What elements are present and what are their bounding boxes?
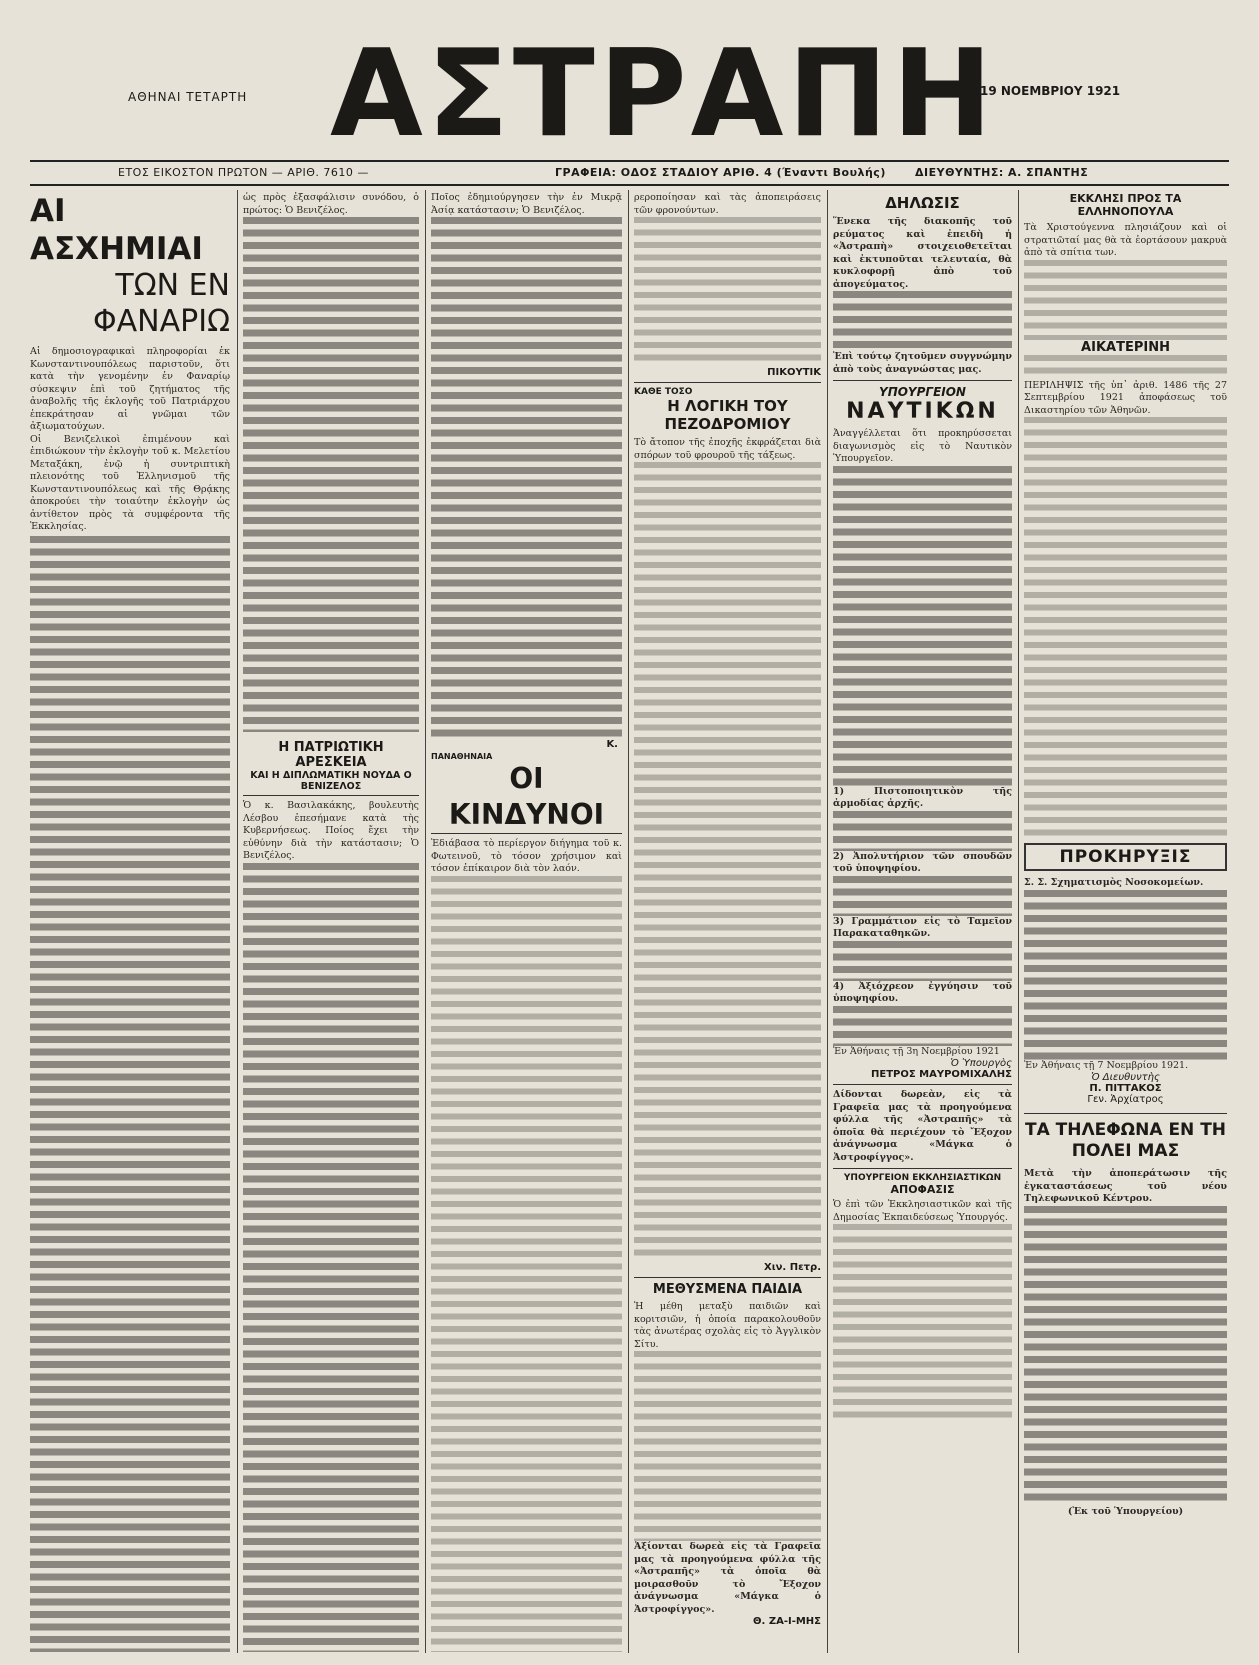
article-headline: ΟΙ ΚΙΝΔΥΝΟΙ xyxy=(431,761,622,834)
article-body-text xyxy=(1024,260,1227,340)
proclamation-box xyxy=(1024,843,1227,871)
divider xyxy=(634,382,821,383)
author-signature: ΠΙΚΟΥΤΙΚ xyxy=(767,367,821,378)
year-issue-info: ΕΤΟΣ ΕΙΚΟΣΤΟΝ ΠΡΩΤΟΝ — ΑΡΙΘ. 7610 — xyxy=(118,166,369,179)
signature-title: Ὁ Διευθυντὴς xyxy=(1091,1072,1160,1083)
declaration-text: Ἕνεκα τῆς διακοπῆς τοῦ ρεύματος καὶ ἐπειδὴ ἡ «Ἀστραπὴ» στοιχειοθετεῖται καὶ ἐκτυποῦται τελευταία, θὰ κυκλοφορῇ ἀπὸ τοῦ ἀπογεύματος. xyxy=(833,216,1012,290)
article-paragraph: Μετὰ τὴν ἀποπεράτωσιν τῆς ἐγκαταστάσεως τοῦ νέου Τηλεφωνικοῦ Κέντρου. xyxy=(1024,1168,1227,1204)
author-signature: Χιν. Πετρ. xyxy=(764,1262,821,1273)
article-body-text xyxy=(833,466,1012,786)
article-body-text xyxy=(833,941,1012,981)
director-info: ΔΙΕΥΘΥΝΤΗΣ: Α. ΣΠΑΝΤΗΣ xyxy=(915,166,1089,179)
article-paragraph: ρεροποίησαν καὶ τὰς ἀποπειράσεις τῶν φρονούντων. xyxy=(634,192,821,216)
masthead-rule-top xyxy=(30,160,1229,162)
author-signature: ΑΙΚΑΤΕΡΙΝΗ xyxy=(1081,339,1170,355)
article-paragraph: Ἡ μέθη μεταξὺ παιδιῶν καὶ κοριτσιῶν, ἡ ὁποία παρακολουθοῦν τὰς ἀνωτέρας σχολὰς εἰς τὸ Ἀγγλικὸν Σίτυ. xyxy=(634,1301,821,1350)
article-body-text xyxy=(431,876,622,1653)
section-kicker: ΥΠΟΥΡΓΕΙΟΝ ΕΚΚΛΗΣΙΑΣΤΙΚΩΝ xyxy=(843,1173,1002,1183)
issue-date: 19 ΝΟΕΜΒΡΙΟΥ 1921 xyxy=(980,84,1121,98)
column-3 xyxy=(431,192,622,1652)
divider xyxy=(1024,1113,1227,1114)
offices-info: ΓΡΑΦΕΙΑ: ΟΔΟΣ ΣΤΑΔΙΟΥ ΑΡΙΘ. 4 (Έναντι Βουλής) xyxy=(555,166,886,179)
article-body-text xyxy=(833,291,1012,351)
column-5 xyxy=(833,192,1012,1652)
divider xyxy=(833,380,1012,381)
article-body-text xyxy=(243,217,419,732)
column-separator xyxy=(827,190,828,1653)
article-paragraph: Οἱ Βενιζελικοὶ ἐπιμένουν καὶ ἐπιδιώκουν τὴν ἐκλογὴν τοῦ κ. Μελετίου Μεταξάκη, ἐνῷ ἡ συντριπτικὴ πλειονότης τοῦ Ἑλληνισμοῦ τῆς Κωνσταντινουπόλεως καὶ τῆς Θρᾴκης ἀποκρούει τὴν τοιαύτην ἐκλογὴν ὡς ἀντίθετον πρὸς τὰ συμφέροντα τῆς Ἐκκλησίας. xyxy=(30,433,230,532)
article-body-text xyxy=(634,217,821,367)
article-headline: ΕΚΚΛΗΣΙ ΠΡΟΣ ΤΑ ΕΛΛΗΝΟΠΟΥΛΑ xyxy=(1069,192,1182,218)
article-body-text xyxy=(1024,890,1227,1060)
notice-text: Ἀξίονται δωρεὰ εἰς τὰ Γραφεῖα μας τὰ προηγούμενα φύλλα τῆς «Ἀστραπῆς» τὰ ὁποῖα θὰ μοιρασθοῦν τὸ Ἔξοχον ἀνάγνωσμα «Μάγκα ὁ Ἀστροφίγγος». xyxy=(634,1541,821,1615)
article-headline: ΤΑ ΤΗΛΕΦΩΝΑ ΕΝ ΤΗ ΠΟΛΕΙ ΜΑΣ xyxy=(1024,1120,1227,1161)
requirement-item: 2) Ἀπολυτήριον τῶν σπουδῶν τοῦ ὑποψηφίου. xyxy=(833,850,1012,874)
article-headline: ΜΕΘΥΣΜΕΝΑ ΠΑΙΔΙΑ xyxy=(652,1282,803,1297)
column-separator xyxy=(237,190,238,1653)
article-paragraph: Ἀναγγέλλεται ὅτι προκηρύσσεται διαγωνισμὸς εἰς τὸ Ναυτικὸν Ὑπουργεῖον. xyxy=(833,428,1012,464)
article-paragraph: Τὸ ἄτοπον τῆς ἐποχῆς ἐκφράζεται διὰ σπόρων τοῦ φρουροῦ τῆς τάξεως. xyxy=(634,437,821,461)
article-paragraph: Ὁ ἐπὶ τῶν Ἐκκλησιαστικῶν καὶ τῆς Δημοσίας Ἐκπαιδεύσεως Ὑπουργός. xyxy=(833,1199,1012,1223)
column-1 xyxy=(30,192,230,1652)
minister-signature: ΠΕΤΡΟΣ ΜΑΥΡΟΜΙΧΑΛΗΣ xyxy=(871,1069,1012,1080)
column-separator xyxy=(1018,190,1019,1653)
column-separator xyxy=(628,190,629,1653)
article-paragraph: Σ. Σ. Σχηματισμὸς Νοσοκομείων. xyxy=(1024,877,1204,888)
signature-title: Ὁ Ὑπουργὸς xyxy=(950,1058,1012,1069)
article-paragraph: Ἐδιάβασα τὸ περίεργον διήγημα τοῦ κ. Φωτεινοῦ, τὸ τόσον χρήσιμον καὶ τόσον ἐπίκαιρον διὰ τὸν λαόν. xyxy=(431,838,622,874)
declaration-text: Ἐπὶ τούτῳ ζητοῦμεν συγγνώμην ἀπὸ τοὺς ἀναγνώστας μας. xyxy=(833,351,1012,375)
article-headline: ΝΑΥΤΙΚΩΝ xyxy=(846,399,999,424)
divider xyxy=(833,1168,1012,1169)
column-4 xyxy=(634,192,821,1652)
article-body-text xyxy=(1024,355,1227,380)
notice-text: Δίδονται δωρεὰν, εἰς τὰ Γραφεῖα μας τὰ προηγούμενα φύλλα τῆς «Ἀστραπῆς» τὰ ὁποῖα θὰ περιέχουν τὸ Ἔξοχον ἀνάγνωσμα «Μάγκα ὁ Ἀστροφίγγος». xyxy=(833,1089,1012,1163)
newspaper-title: ΑΣΤΡΑΠΗ xyxy=(330,25,997,164)
article-body-text xyxy=(30,536,230,1653)
dateline: Ἐν Ἀθήναις τῇ 7 Νοεμβρίου 1921. xyxy=(1024,1059,1189,1071)
article-body-text xyxy=(634,462,821,1262)
column-6 xyxy=(1024,192,1227,1652)
article-paragraph: Ποῖος ἐδημιούργησεν τὴν ἐν Μικρᾷ Ἀσίᾳ κατάστασιν; Ὁ Βενιζέλος. xyxy=(431,192,622,216)
requirement-item: 1) Πιστοποιητικὸν τῆς ἀρμοδίας ἀρχῆς. xyxy=(833,785,1012,809)
divider xyxy=(833,1084,1012,1085)
article-subheadline: ΚΑΙ Η ΔΙΠΛΩΜΑΤΙΚΗ ΝΟΥΔΑ Ο ΒΕΝΙΖΕΛΟΣ xyxy=(243,770,419,796)
article-body-text xyxy=(833,1006,1012,1046)
section-kicker: ΥΠΟΥΡΓΕΙΟΝ xyxy=(879,385,966,399)
requirement-item: 4) Ἀξιόχρεον ἐγγύησιν τοῦ ὑποψηφίου. xyxy=(833,980,1012,1004)
article-paragraph: Τὰ Χριστούγεννα πλησιάζουν καὶ οἱ στρατιῶταί μας θὰ τὰ ἑορτάσουν μακρυὰ ἀπὸ τὰ σπίτια των. xyxy=(1024,222,1227,258)
city-day-label: ΑΘΗΝΑΙ ΤΕΤΑΡΤΗ xyxy=(128,90,248,104)
requirement-item: 3) Γραμμάτιον εἰς τὸ Ταμεῖον Παρακαταθηκῶν. xyxy=(833,915,1012,939)
signature-rank: Γεν. Ἀρχίατρος xyxy=(1087,1094,1164,1105)
director-signature: Π. ΠΙΤΤΑΚΟΣ xyxy=(1089,1083,1162,1094)
article-headline: ΠΡΟΚΗΡΥΞΙΣ xyxy=(1059,847,1192,867)
article-paragraph: Ὁ κ. Βασιλακάκης, βουλευτὴς Λέσβου ἐπεσήμανε κατὰ τὴς Κυβερνήσεως. Ποίος ἔχει τὴν εὐθύνην διὰ τὴν κατάστασιν; Ὁ Βενιζέλος. xyxy=(243,800,419,861)
author-signature: Θ. ΖΑ-Ι-ΜΗΣ xyxy=(753,1616,821,1627)
article-signature: Κ. xyxy=(606,739,618,750)
article-headline: Η ΠΑΤΡΙΩΤΙΚΗ ΑΡΕΣΚΕΙΑ xyxy=(278,740,384,770)
headline-line-1: ΑΙ ΑΣΧΗΜΙΑΙ xyxy=(30,193,203,267)
article-headline: ΑΠΟΦΑΣΙΣ xyxy=(890,1183,955,1196)
article-body-text xyxy=(833,876,1012,916)
article-body-text xyxy=(833,811,1012,851)
article-paragraph: Αἱ δημοσιογραφικαὶ πληροφορίαι ἐκ Κωνσταντινουπόλεως παριστοῦν, ὅτι κατὰ τὴν γενομένην ἐν Φαναρίῳ σύσκεψιν ἐπὶ τοῦ ζητήματος τῆς ἀναβολῆς τῆς ἐκλογῆς τοῦ Πατριάρχου ἐπεκράτησαν αἱ γνῶμαι τῶν ἀξιωματούχων. xyxy=(30,346,230,432)
article-body-text xyxy=(243,863,419,1653)
article-body-text xyxy=(833,1224,1012,1424)
article-body-text xyxy=(634,1351,821,1541)
column-separator xyxy=(425,190,426,1653)
masthead-rule-bottom xyxy=(30,184,1229,186)
headline-line-2: ΤΩΝ ΕΝ ΦΑΝΑΡΙΩ xyxy=(93,268,230,339)
article-body-text xyxy=(1024,417,1227,837)
divider xyxy=(634,1277,821,1278)
dateline: Ἐν Ἀθήναις τῇ 3η Νοεμβρίου 1921 xyxy=(833,1045,1000,1057)
article-source: (Ἐκ τοῦ Ὑπουργείου) xyxy=(1067,1505,1184,1517)
article-headline: ΔΗΛΩΣΙΣ xyxy=(885,194,960,212)
article-headline: Η ΛΟΓΙΚΗ ΤΟΥ ΠΕΖΟΔΡΟΜΙΟΥ xyxy=(664,397,791,433)
article-body-text xyxy=(431,217,622,737)
article-body-text xyxy=(1024,1206,1227,1506)
section-kicker: ΠΑΝΑΘΗΝΑΙΑ xyxy=(431,752,493,761)
article-paragraph: ΠΕΡΙΛΗΨΙΣ τῆς ὑπ᾽ ἀριθ. 1486 τῆς 27 Σεπτεμβρίου 1921 ἀποφάσεως τοῦ Δικαστηρίου τῶν Ἀθηνῶν. xyxy=(1024,379,1227,416)
column-label: ΚΑΘΕ ΤΟΣΟ xyxy=(634,387,693,397)
column-2 xyxy=(243,192,419,1652)
article-paragraph: ὡς πρὸς ἐξασφάλισιν συνόδου, ὁ πρώτος: Ὁ Βενιζέλος. xyxy=(243,192,419,216)
